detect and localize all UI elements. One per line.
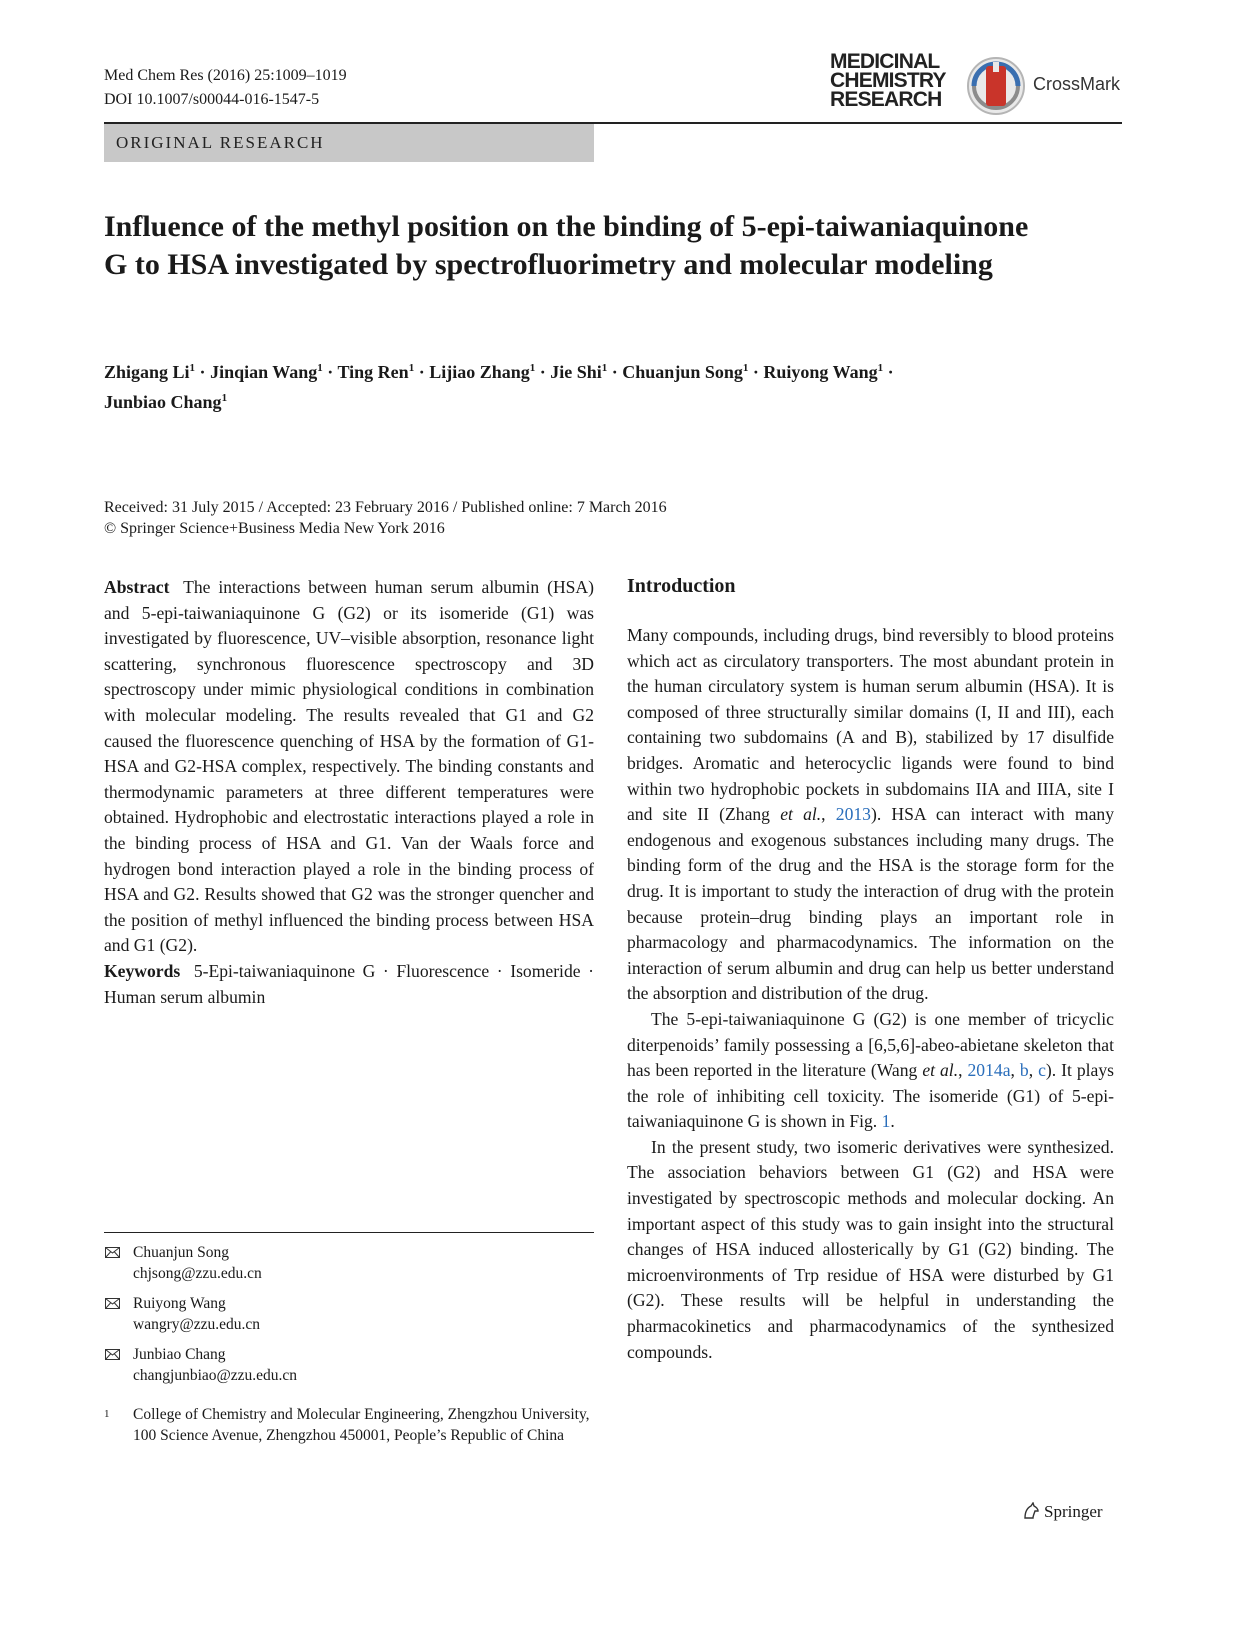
contact-name: Chuanjun Song [133, 1244, 230, 1261]
author-list: Zhigang $Li^1$ · Jinqian Wang$^1$ · Ting Ren$^1$ · Lijiao Zhang$^1$ · Jie Shi$^1$ · Chuanjun Song$^1$ · Ruiyong Wang$^1$ · Junbiao Chang$^1$ [104, 362, 894, 412]
author-affiliation-mark: 1 [317, 362, 323, 374]
crossmark-icon [966, 56, 1026, 116]
contact-entry [104, 1243, 594, 1284]
journal-citation [104, 64, 347, 112]
author-affiliation-mark: 1 [408, 362, 415, 374]
history-line: Received: 31 July 2015 / Accepted: 23 February 2016 / Published online: 7 March 2016 [104, 499, 667, 516]
contact-email[interactable]: changjunbiao@zzu.edu.cn [133, 1366, 298, 1384]
contact-email[interactable]: chjsong@zzu.edu.cn [133, 1264, 262, 1282]
envelope-icon [105, 1247, 120, 1258]
corresponding-authors [104, 1243, 594, 1396]
affiliation-footnote [104, 1404, 594, 1446]
author-affiliation-mark: 1 [742, 362, 749, 374]
figure-link[interactable]: 1 [881, 1111, 891, 1132]
text-run: , [1028, 1060, 1039, 1081]
abstract-text: The interactions between human serum albumin (HSA) and 5-epi-taiwaniaquinone G (G2) or its isomeride (G1) was investigated by fluorescence, UV–visible absorption, resonance light scattering, synchronous fluorescence spectroscopy and 3D spectroscopy under mimic physiological conditions in combination with molecular modeling. The results revealed that G1 and G2 caused the fluorescence quenching of HSA by the formation of G1-HSA and G2-HSA complex, respectively. The binding constants and thermodynamic parameters at three different temperatures were obtained. Hydrophobic and electrostatic interactions played a role in the binding process of HSA and G1. Van der Waals force and hydrogen bond interaction played a role in the binding process of HSA and G2. Results showed that G2 was the stronger quencher and the position of methyl influenced the binding process between HSA and G1 (G2). [104, 577, 594, 956]
abstract-label: Abstract [104, 577, 170, 597]
intro-paragraph: In the present study, two isomeric derivatives were synthesized. The association behaviors between G1 (G2) and HSA were investigated by spectroscopic methods and molecular docking. An important aspect of this study was to gain insight into the structural changes of HSA induced allosterically by G1 (G2) binding. The microenvironments of Trp residue of HSA were disturbed by G1 (G2). These results will be helpful in understanding the pharmacokinetics and pharmacodynamics of the synthesized compounds. [627, 1136, 1114, 1362]
text-run: , [1010, 1060, 1020, 1081]
author-name: Jie Shi [550, 362, 602, 382]
intro-paragraph [627, 623, 1114, 1007]
right-column [627, 573, 1114, 1365]
citation-link[interactable]: c [1038, 1060, 1046, 1081]
text-run: . [890, 1111, 895, 1132]
author-name: Ting Ren [337, 362, 409, 382]
text-run: , [958, 1060, 968, 1081]
author-name: Zhigang Li [104, 362, 190, 382]
journal-logo-line: MEDICINAL [830, 50, 940, 73]
text-run: ). It plays the role of inhibiting cell toxicity. The isomeride (G1) of 5-epi-taiwaniaquinone G is shown in Fig. [627, 1060, 1115, 1132]
citation-line: Med Chem Res (2016) 25:1009–1019 [104, 67, 347, 84]
author-name: Jinqian Wang [210, 362, 318, 382]
author-name: Chuanjun Song [622, 362, 743, 382]
citation-link[interactable]: 2014a [967, 1060, 1011, 1081]
article-title: Influence of the methyl position on the binding of 5-epi-taiwaniaquinone G to HSA investigated by spectrofluorimetry and molecular modeling [104, 210, 1029, 281]
journal-logo-line: CHEMISTRY [830, 69, 946, 92]
author-name: Junbiao Chang [104, 392, 222, 412]
text-run: , [821, 804, 836, 825]
author-affiliation-mark: 1 [221, 392, 228, 404]
keywords-text: 5-Epi-taiwaniaquinone G · Fluorescence · Isomeride · Human serum albumin [104, 960, 594, 1007]
envelope-icon [105, 1349, 120, 1360]
publisher-mark [1022, 1502, 1103, 1522]
section-heading-introduction: Introduction [627, 575, 736, 597]
author-name: Lijiao Zhang [429, 362, 530, 382]
author-affiliation-mark: 1 [601, 362, 608, 374]
author-affiliation-mark: 1 [189, 362, 196, 374]
author-affiliation-mark: 1 [529, 362, 536, 374]
springer-horse-icon [1022, 1502, 1040, 1520]
contact-entry [104, 1294, 594, 1335]
contact-entry [104, 1345, 594, 1386]
article-type-label: ORIGINAL RESEARCH [104, 124, 594, 162]
text-run: et al. [780, 804, 822, 825]
copyright-line: © Springer Science+Business Media New York 2016 [104, 520, 445, 537]
left-column [104, 575, 594, 1010]
intro-paragraph [627, 1007, 1114, 1135]
abstract [104, 575, 594, 959]
author-name: Ruiyong Wang [763, 362, 878, 382]
text-run: ). HSA can interact with many endogenous and exogenous substances including many drugs. The binding form of the drug and the HSA is the storage form for the drug. It is important to study the interaction of drug with the protein because protein–drug binding plays an important role in pharmacology and pharmacodynamics. The information on the interaction of serum albumin and drug can help us better understand the absorption and distribution of the drug. [627, 804, 1114, 1004]
doi-line[interactable]: DOI 10.1007/s00044-016-1547-5 [104, 91, 320, 108]
text-run: Many compounds, including drugs, bind reversibly to blood proteins which act as circulatory transporters. The most abundant protein in the human circulatory system is human serum albumin (HSA). It is composed of three structurally similar domains (I, II and III), each containing two subdomains (A and B), stabilized by 17 disulfide bridges. Aromatic and heterocyclic ligands were found to bind within two hydrophobic pockets in subdomains IIA and IIIA, site I and site II (Zhang [627, 625, 1114, 825]
journal-logo-line: RESEARCH [830, 88, 942, 111]
affiliation-text: College of Chemistry and Molecular Engineering, Zhengzhou University, 100 Science Avenue, Zhengzhou 450001, People’s Republic of China [133, 1406, 590, 1444]
journal-logo [830, 52, 946, 109]
envelope-icon [105, 1298, 120, 1309]
text-run: et al. [922, 1060, 959, 1081]
publication-dates [104, 497, 667, 539]
citation-link[interactable]: 2013 [835, 804, 871, 825]
crossmark-badge[interactable] [966, 56, 1126, 116]
citation-link[interactable]: b [1019, 1060, 1029, 1081]
text-run: The 5-epi-taiwaniaquinone G (G2) is one member of tricyclic diterpenoids’ family possessing a [6,5,6]-abeo-abietane skeleton that has been reported in the literature (Wang [627, 1008, 1114, 1081]
contact-email[interactable]: wangry@zzu.edu.cn [133, 1315, 261, 1333]
crossmark-label: CrossMark [1033, 74, 1121, 94]
contact-name: Ruiyong Wang [133, 1295, 226, 1312]
author-affiliation-mark: 1 [877, 362, 884, 374]
publisher-name: Springer [1044, 1502, 1103, 1521]
affiliation-number: 1 [104, 1408, 110, 1420]
keywords [104, 959, 594, 1010]
contact-name: Junbiao Chang [133, 1346, 226, 1363]
keywords-label: Keywords [104, 960, 181, 981]
footnote-divider [104, 1232, 594, 1233]
